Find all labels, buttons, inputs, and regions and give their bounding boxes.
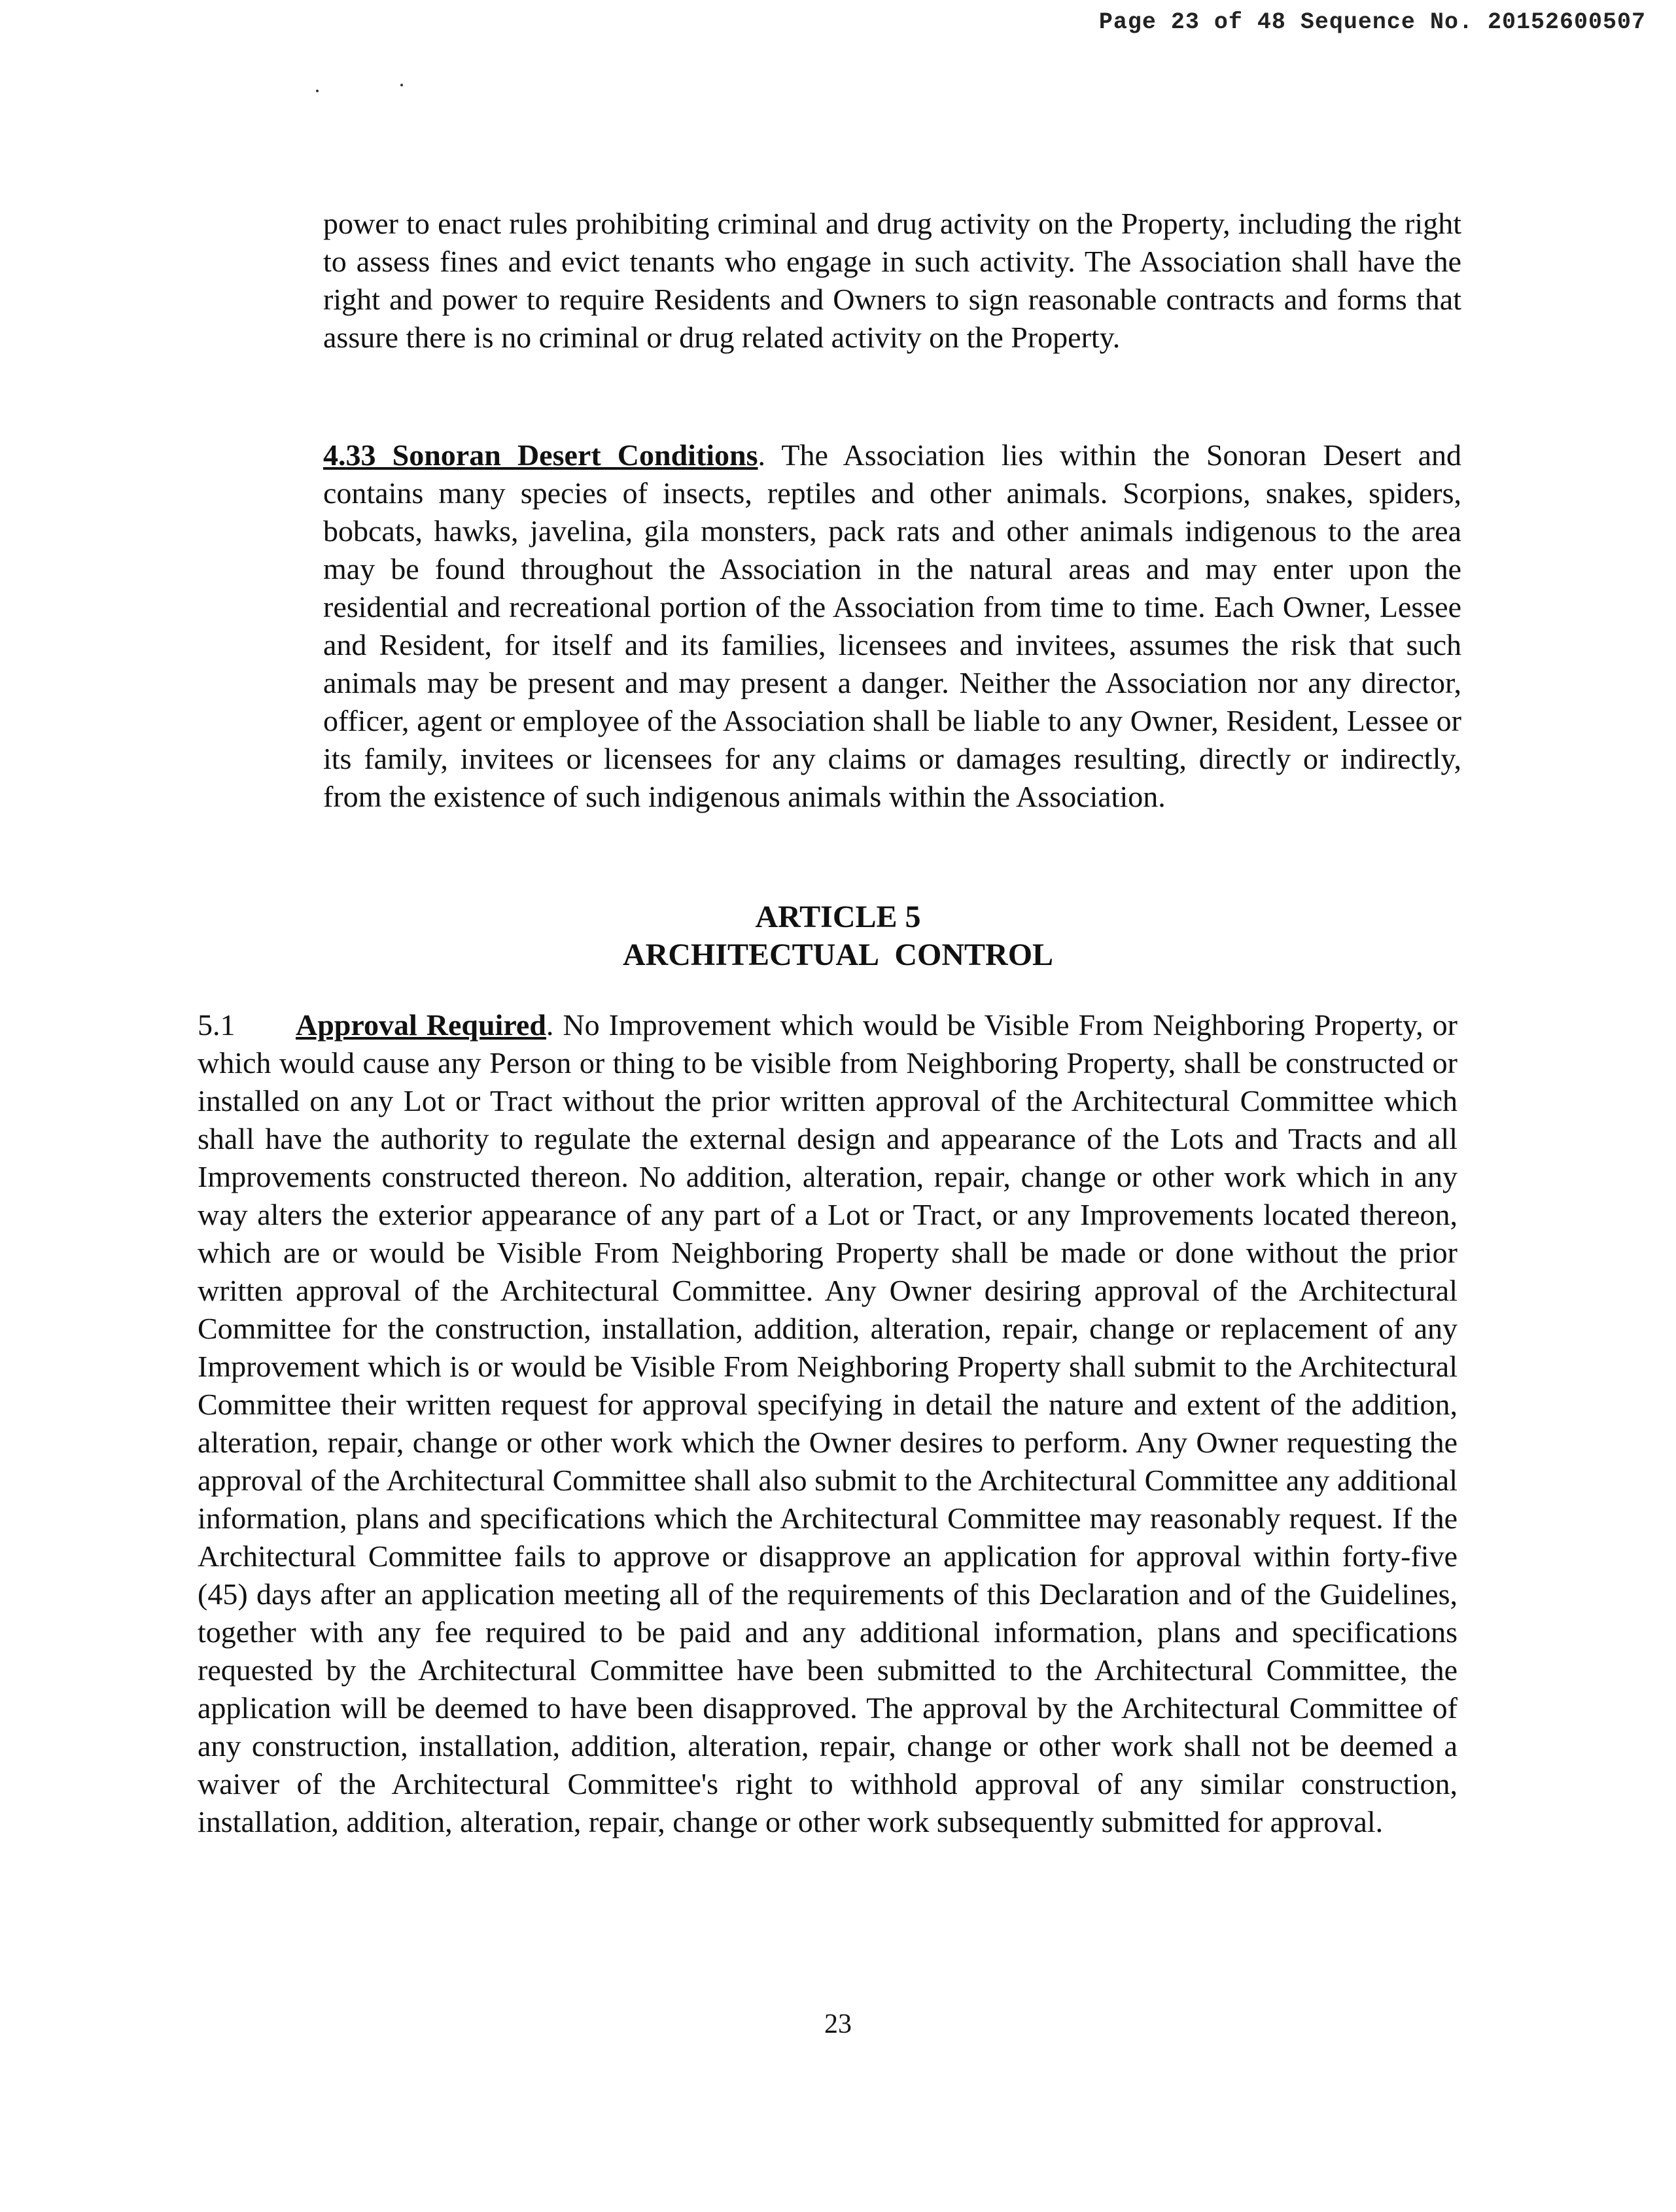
scan-speck [316, 90, 319, 92]
section-5-1-text: No Improvement which would be Visible From Neighboring Property, or which would cause any Person or thing to be visible from Neighboring Property, shall be constructed or installed on any Lot or Tract without the prior written approval of the Architectural Committee which shall have the authority to regulate the external design and appearance of the Lots and Tracts and all Improvements constructed thereon. No addition, alteration, repair, change or other work which in any way alters the exterior appearance of any part of a Lot or Tract, or any Improvements located thereon, which are or would be Visible From Neighboring Property shall be made or done without the prior written approval of the Architectural Committee. Any Owner desiring approval of the Architectural Committee for the construction, installation, addition, alteration, repair, change or replacement of any Improvement which is or would be Visible From Neighboring Property shall submit to the Architectural Committee their written request for approval specifying in detail the nature and extent of the addition, alteration, repair, change or other work which the Owner desires to perform. Any Owner requesting the approval of the Architectural Committee shall also submit to the Architectural Committee any additional information, plans and specifications which the Architectural Committee may reasonably request. If the Architectural Committee fails to approve or disapprove an application for approval within forty-five (45) days after an application meeting all of the requirements of this Declaration and of the Guidelines, together with any fee required to be paid and any additional information, plans and specifications requested by the Architectural Committee have been submitted to the Architectural Committee, the application will be deemed to have been disapproved. The approval by the Architectural Committee of any construction, installation, addition, alteration, repair, change or other work shall not be deemed a waiver of the Architectural Committee's right to withhold approval of any similar construction, installation, addition, alteration, repair, change or other work subsequently submitted for approval. [198, 1008, 1458, 1838]
section-heading-separator: . [546, 1008, 563, 1042]
section-heading-separator: . [758, 438, 782, 472]
page-number: 23 [824, 2009, 852, 2039]
section-4-33-paragraph [323, 436, 1461, 816]
article-title: ARCHITECTUAL CONTROL [622, 938, 1054, 972]
section-4-33-heading: 4.33 Sonoran Desert Conditions [323, 438, 758, 472]
section-4-33-text: The Association lies within the Sonoran Desert and contains many species of insects, reptiles and other animals. Scorpions, snakes, spiders, bobcats, hawks, javelina, gila monsters, pack rats and other animals indigenous to the area may be found throughout the Association in the natural areas and may enter upon the residential and recreational portion of the Association from time to time. Each Owner, Lessee and Resident, for itself and its families, licensees and invitees, assumes the risk that such animals may be present and may present a danger. Neither the Association nor any director, officer, agent or employee of the Association shall be liable to any Owner, Resident, Lessee or its family, invitees or licensees for any claims or damages resulting, directly or indirectly, from the existence of such indigenous animals within the Association. [323, 438, 1461, 813]
section-5-1-heading: Approval Required [296, 1008, 546, 1042]
article-heading [0, 898, 1676, 974]
article-number: ARTICLE 5 [755, 900, 921, 934]
scan-speck [400, 84, 403, 86]
section-5-1-paragraph [198, 1006, 1458, 1841]
paragraph-text: power to enact rules prohibiting criminal and drug activity on the Property, including the right to assess fines and evict tenants who engage in such activity. The Association shall have the right and power to require Residents and Owners to sign reasonable contracts and forms that assure there is no criminal or drug related activity on the Property. [323, 207, 1461, 354]
section-5-1-number: 5.1 [198, 1008, 236, 1042]
continuation-paragraph [323, 205, 1461, 357]
page-sequence-header: Page 23 of 48 Sequence No. 20152600507 [1098, 9, 1646, 35]
